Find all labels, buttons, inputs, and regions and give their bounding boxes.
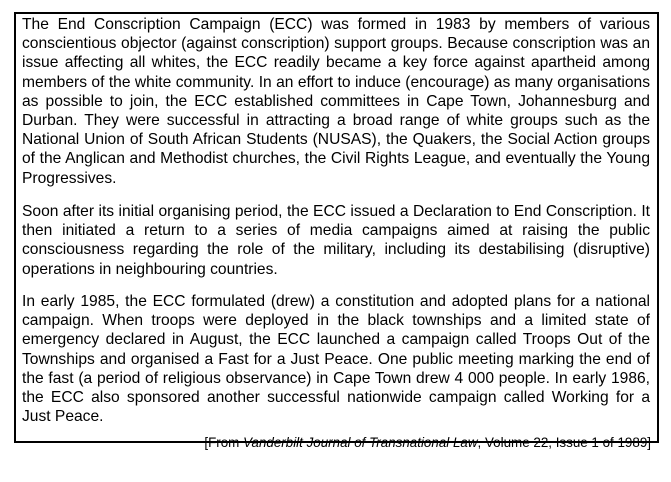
citation-suffix: , Volume 22, Issue 1 of 1989] [477,435,651,450]
citation-journal: Vanderbilt Journal of Transnational Law [243,435,478,450]
source-box [14,12,659,450]
paragraph-3: In early 1985, the ECC formulated (drew) a constitution and adopted plans for a national campaign. When troops were deployed in the black townships and a limited state of emergency declared in August, the ECC launched a campaign called Troops Out of the Townships and organised a Fast for a Just Peace. One public meeting marking the end of the fast (a period of religious observance) in Cape Town drew 4 000 people. In early 1986, the ECC also sponsored another successful nationwide campaign called Working for a Just Peace. [22,293,650,426]
paragraph-2: Soon after its initial organising period, the ECC issued a Declaration to End Conscription. It then initiated a return to a series of media campaigns aimed at raising the public consciousness regarding the role of the military, including its destabilising (disruptive) operations in neighbouring countries. [22,203,650,278]
citation-prefix: [From [204,435,244,450]
paragraph-1: The End Conscription Campaign (ECC) was formed in 1983 by members of various conscientious objector (against conscription) support groups. Because conscription was an issue affecting all whites, the ECC readily became a key force against apartheid among members of the white community. In an effort to induce (encourage) as many organisations as possible to join, the ECC established committees in Cape Town, Johannesburg and Durban. They were successful in attracting a broad range of white groups such as the National Union of South African Students (NUSAS), the Quakers, the Social Action groups of the Anglican and Methodist churches, the Civil Rights League, and eventually the Young Progressives. [22,16,650,187]
citation [204,435,651,451]
